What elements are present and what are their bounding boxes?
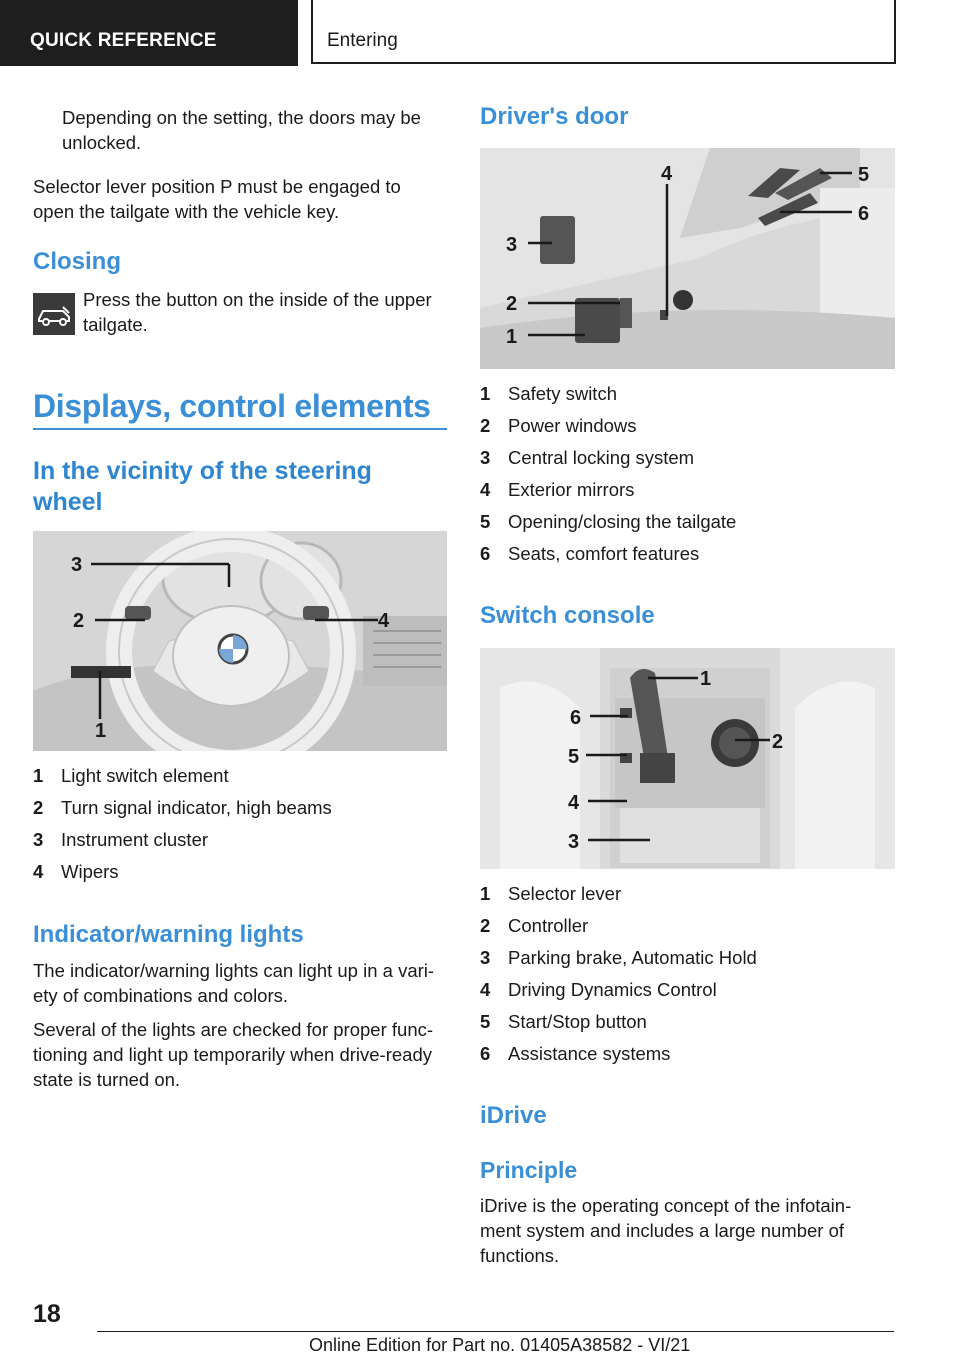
legend-item: 3 Parking brake, Automatic Hold xyxy=(480,947,757,968)
legend-item: 4 Driving Dynamics Control xyxy=(480,979,717,1000)
callout-3: 3 xyxy=(71,554,83,576)
callout-4: 4 xyxy=(661,163,673,185)
callout-4: 4 xyxy=(568,792,580,814)
displays-heading: Displays, control elements xyxy=(33,388,431,424)
legend-item: 3 Instrument cluster xyxy=(33,829,209,850)
legend-item: 5 Start/Stop button xyxy=(480,1011,647,1032)
principle-paragraph: iDrive is the operating concept of the infotain‐ment system and includes a large number of functions. xyxy=(480,1195,852,1266)
callout-2: 2 xyxy=(506,293,518,315)
callout-6: 6 xyxy=(570,707,582,729)
footer-rule xyxy=(97,1331,894,1332)
callout-6: 6 xyxy=(858,203,870,225)
callout-3: 3 xyxy=(506,234,518,256)
closing-heading: Closing xyxy=(33,248,121,275)
footer-edition: Online Edition for Part no. 01405A38582 - VI/21 xyxy=(309,1335,691,1355)
callout-4: 4 xyxy=(378,610,390,632)
intro-paragraph: Depending on the setting, the doors may be unlocked. xyxy=(62,107,421,153)
indicator-paragraph-1: The indicator/warning lights can light up in a vari‐ety of combinations and colors. xyxy=(33,960,435,1006)
callout-2: 2 xyxy=(772,731,784,753)
indicator-heading: Indicator/warning lights xyxy=(33,921,304,948)
page-number: 18 xyxy=(33,1300,61,1328)
callout-5: 5 xyxy=(568,746,580,768)
callout-2: 2 xyxy=(73,610,85,632)
drivers-door-heading: Driver's door xyxy=(480,103,629,130)
switch-console-heading: Switch console xyxy=(480,602,655,629)
closing-paragraph: Press the button on the inside of the upper tailgate. xyxy=(83,289,432,335)
section-tab: QUICK REFERENCE xyxy=(0,0,298,66)
legend-item: 1 Light switch element xyxy=(33,765,229,786)
callout-3: 3 xyxy=(568,831,580,853)
heading-rule xyxy=(33,428,447,430)
legend-item: 5 Opening/closing the tailgate xyxy=(480,511,737,532)
legend-item: 1 Selector lever xyxy=(480,883,622,904)
callout-5: 5 xyxy=(858,164,870,186)
legend-item: 6 Assistance systems xyxy=(480,1043,671,1064)
steering-heading: In the vicinity of the steering wheel xyxy=(33,457,372,516)
idrive-heading: iDrive xyxy=(480,1102,547,1129)
steering-legend xyxy=(33,764,447,892)
page-header xyxy=(0,0,960,66)
drivers-door-figure xyxy=(480,148,895,369)
legend-item: 2 Power windows xyxy=(480,415,637,436)
legend-item: 1 Safety switch xyxy=(480,383,617,404)
switch-console-figure xyxy=(480,648,895,869)
legend-item: 3 Central locking system xyxy=(480,447,695,468)
legend-item: 2 Turn signal indicator, high beams xyxy=(33,797,332,818)
callout-1: 1 xyxy=(95,720,107,742)
selector-paragraph: Selector lever position P must be engaged to open the tailgate with the vehicle key. xyxy=(33,176,401,222)
callout-1: 1 xyxy=(700,668,712,690)
door-legend xyxy=(480,382,895,574)
console-legend xyxy=(480,882,895,1074)
topic-tab: Entering xyxy=(311,0,896,64)
steering-wheel-figure xyxy=(33,531,447,751)
legend-item: 2 Controller xyxy=(480,915,589,936)
legend-item: 6 Seats, comfort features xyxy=(480,543,700,564)
callout-1: 1 xyxy=(506,326,518,348)
indicator-paragraph-2: Several of the lights are checked for proper func‐tioning and light up temporarily when drive-ready state is turned on. xyxy=(33,1019,434,1090)
legend-item: 4 Wipers xyxy=(33,861,119,882)
legend-item: 4 Exterior mirrors xyxy=(480,479,635,500)
principle-heading: Principle xyxy=(480,1157,578,1183)
car-tailgate-icon xyxy=(33,293,75,335)
